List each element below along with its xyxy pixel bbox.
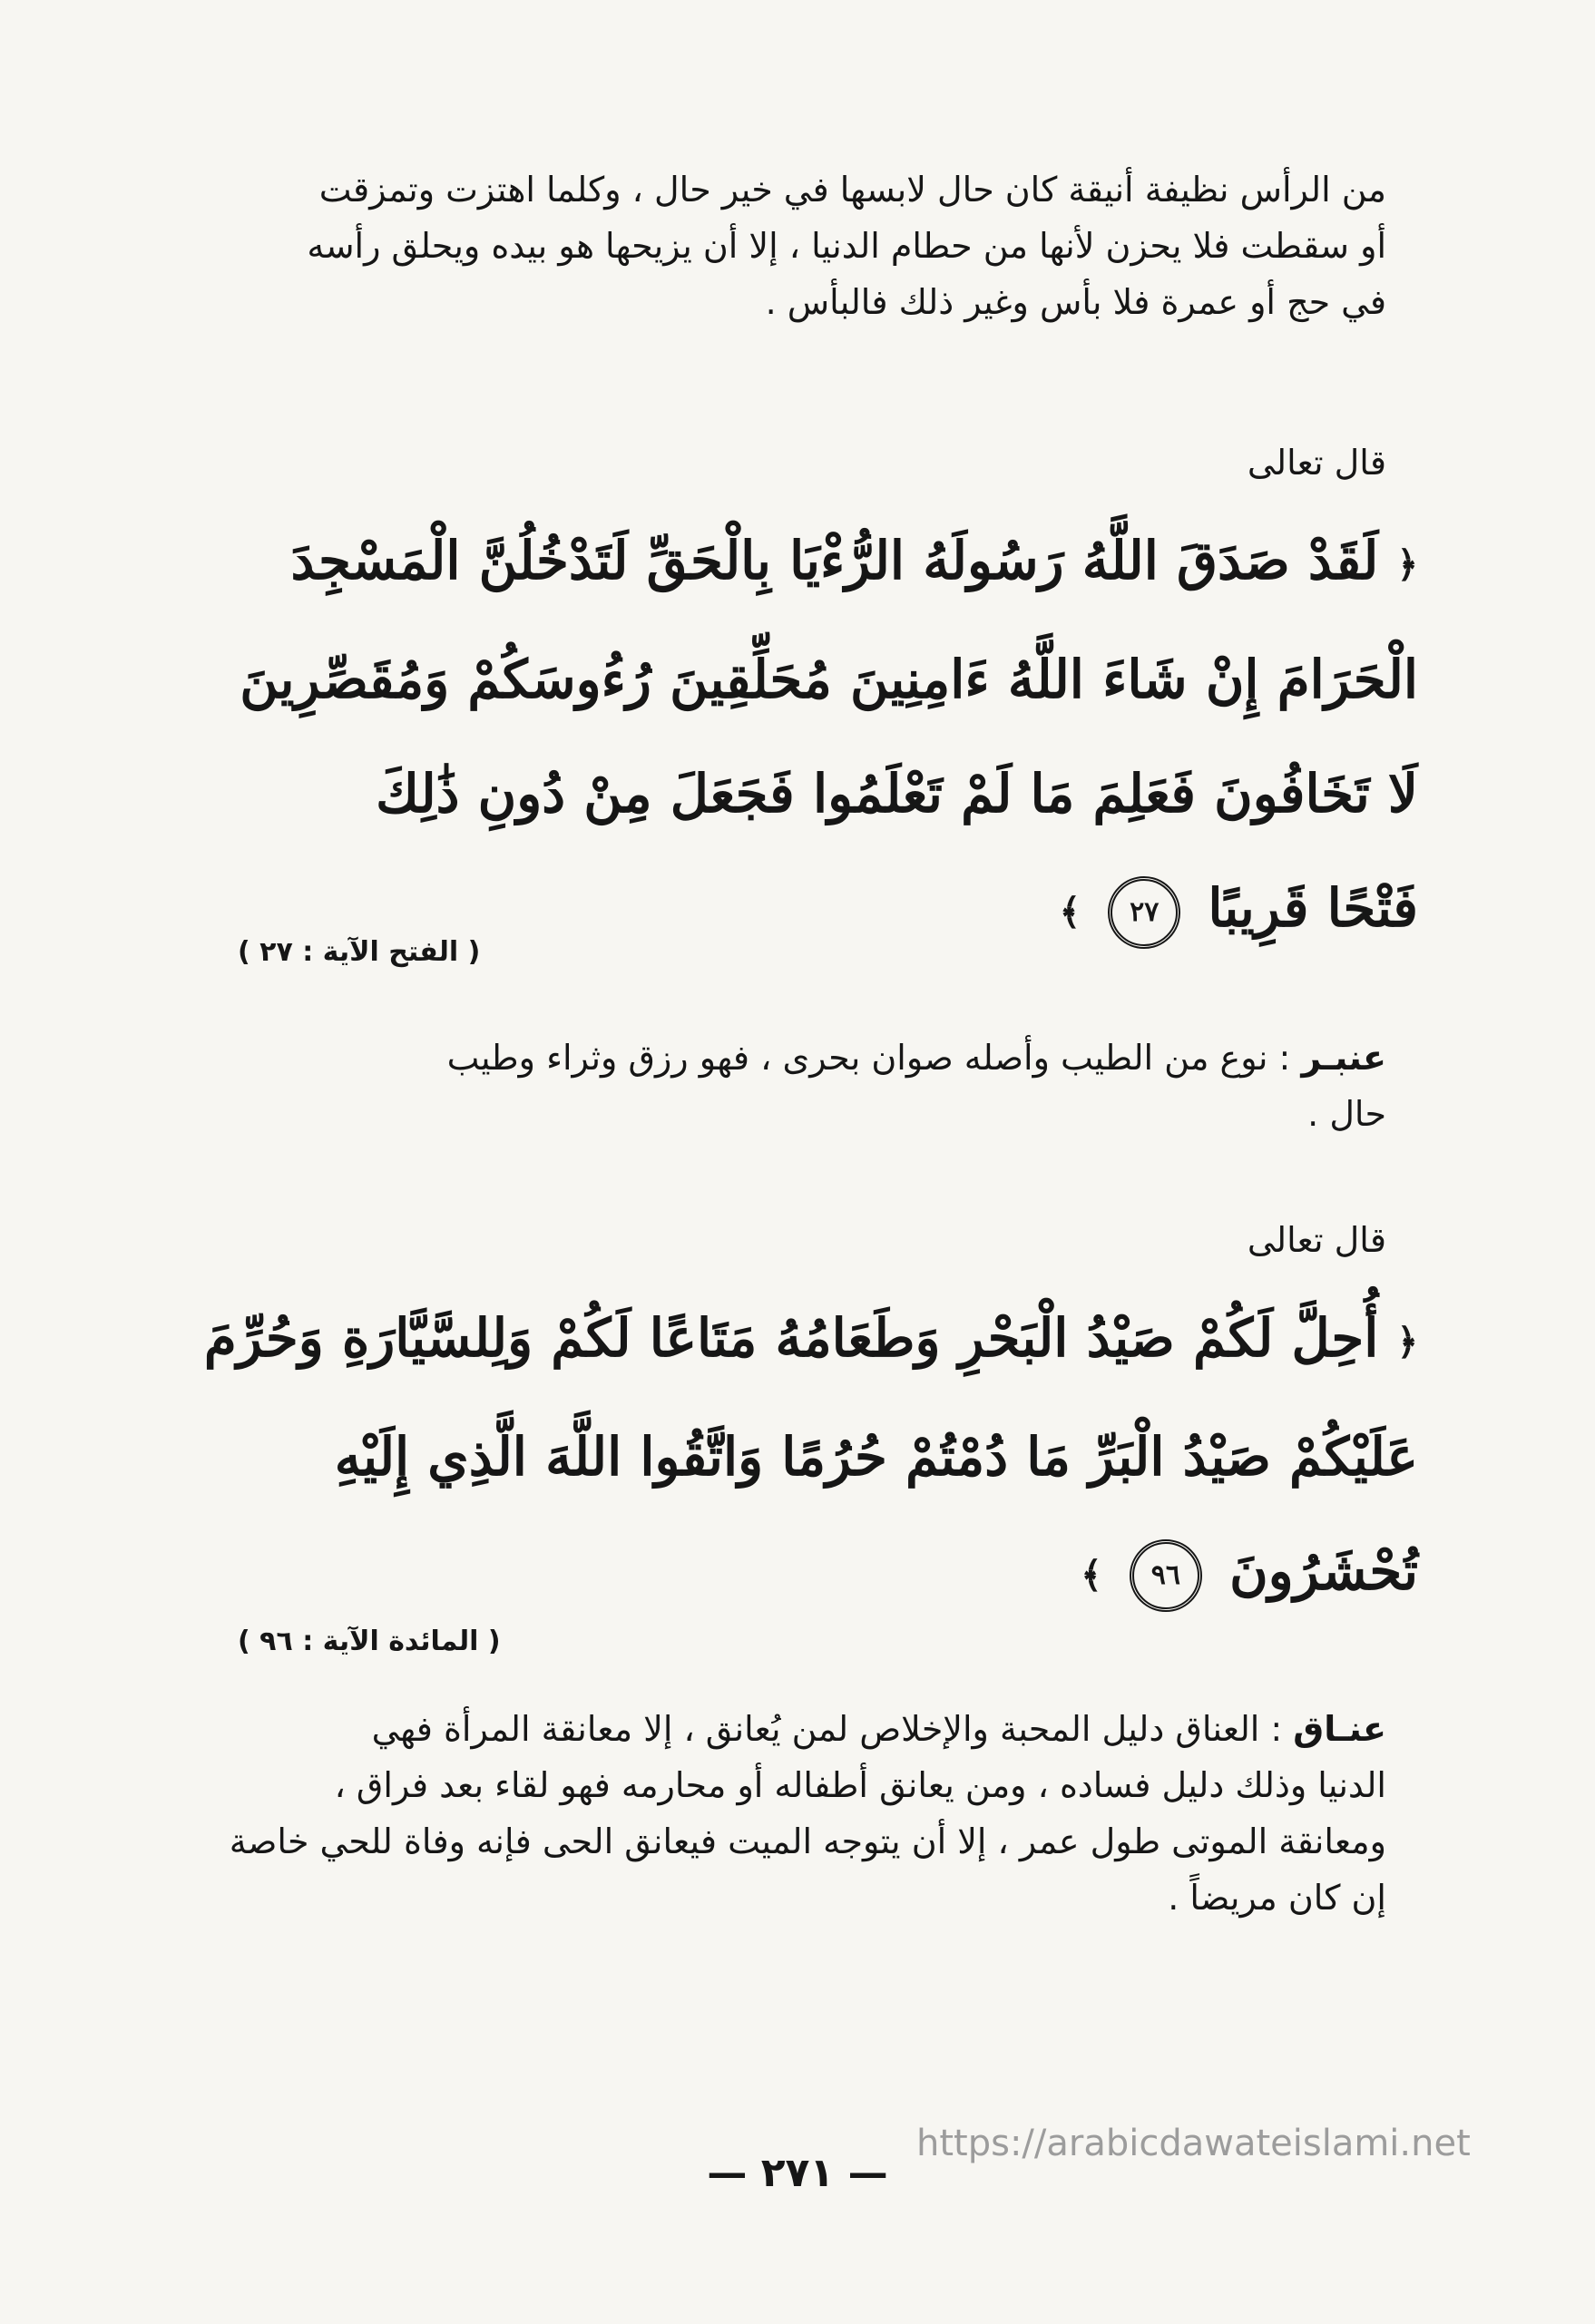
verse-line [157,503,1418,622]
watermark-url: https://arabicdawateislami.net [916,2123,1471,2164]
paragraph-line [198,1030,1386,1086]
quran-verse-2 [157,1281,1418,1633]
paragraph-line: إن كان مريضاً . [1168,1878,1386,1918]
verse-text: فَتْحًا قَرِيبًا [1208,877,1418,939]
verse-open-bracket: ﴿ [1396,1321,1418,1363]
paragraph-1 [198,161,1386,330]
verse-line: لَا تَخَافُونَ فَعَلِمَ مَا لَمْ تَعْلَمُوا فَجَعَلَ مِنْ دُونِ ذَٰلِكَ [376,763,1418,825]
quran-verse-1 [157,503,1418,970]
verse-line: الْحَرَامَ إِنْ شَاءَ اللَّهُ ءَامِنِينَ مُحَلِّقِينَ رُءُوسَكُمْ وَمُقَصِّرِينَ [240,649,1418,710]
verse-text: تُحْشَرُونَ [1229,1540,1418,1602]
paragraph-3 [198,1701,1386,1926]
verse-close-bracket: ﴾ [1081,1554,1102,1597]
paragraph-2 [198,1030,1386,1142]
verse-text: أُحِلَّ لَكُمْ صَيْدُ الْبَحْرِ وَطَعَامُهُ مَتَاعًا لَكُمْ وَلِلسَّيَّارَةِ وَحُرِّمَ [203,1307,1379,1369]
verse-intro: قال تعالى [1247,1220,1386,1260]
paragraph-line: من الرأس نظيفة أنيقة كان حال لابسها في خير حال ، وكلما اهتزت وتمزقت [318,170,1386,210]
paragraph-line [198,1701,1386,1757]
paragraph-line: أو سقطت فلا يحزن لأنها من حطام الدنيا ، إلا أن يزيحها هو بيده ويحلق رأسه [307,226,1386,266]
paragraph-line: في حج أو عمرة فلا بأس وغير ذلك فالبأس . [765,282,1386,322]
paragraph-line: حال . [1307,1094,1386,1134]
verse-intro: قال تعالى [1247,443,1386,483]
verse-line [157,1514,1418,1633]
page-number: — ٢٧١ — [707,2150,888,2196]
verse-reference: ( المائدة الآية : ٩٦ ) [238,1626,501,1657]
verse-line: عَلَيْكُمْ صَيْدُ الْبَرِّ مَا دُمْتُمْ حُرُمًا وَاتَّقُوا اللَّهَ الَّذِي إِلَيْهِ [334,1426,1418,1488]
paragraph-line: ومعانقة الموتى طول عمر ، إلا أن يتوجه الميت فيعانق الحى فإنه وفاة للحي خاصة [229,1821,1386,1861]
verse-line [157,1281,1418,1400]
paragraph-line: الدنيا وذلك دليل فساده ، ومن يعانق أطفاله أو محارمه فهو لقاء بعد فراق ، [334,1765,1386,1805]
ayah-number-medallion: ٢٧ [1108,876,1180,949]
glossary-definition: : العناق دليل المحبة والإخلاص لمن يُعانق ، إلا معانقة المرأة فهي [371,1709,1294,1749]
glossary-term: عنـاق [1293,1709,1386,1749]
glossary-term: عنبـر [1301,1038,1386,1078]
verse-close-bracket: ﴾ [1059,891,1081,933]
verse-reference: ( الفتح الآية : ٢٧ ) [238,936,481,968]
verse-text: لَقَدْ صَدَقَ اللَّهُ رَسُولَهُ الرُّءْيَا بِالْحَقِّ لَتَدْخُلُنَّ الْمَسْجِدَ [290,530,1379,591]
glossary-definition: : نوع من الطيب وأصله صوان بحرى ، فهو رزق وثراء وطيب [446,1038,1302,1078]
ayah-number-medallion: ٩٦ [1130,1539,1202,1612]
verse-open-bracket: ﴿ [1396,543,1418,586]
